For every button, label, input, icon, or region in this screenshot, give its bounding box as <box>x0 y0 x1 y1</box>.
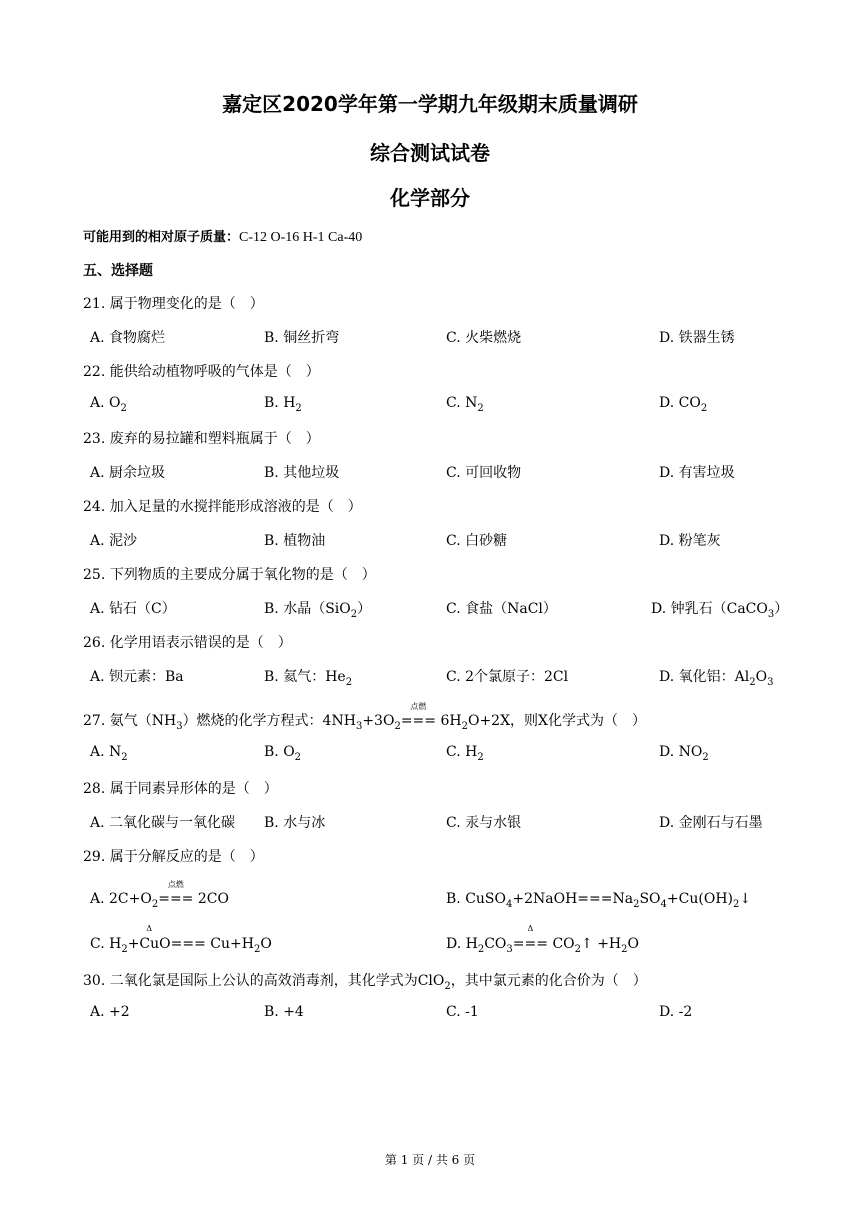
question-22: 22. 能供给动植物呼吸的气体是（ ） <box>83 364 320 380</box>
q25-option-b: B. 水晶（SiO$_2$） <box>264 601 372 620</box>
q30-option-b: B. +4 <box>264 1004 304 1020</box>
q27-option-b: B. $O_2$ <box>264 744 302 763</box>
q24-option-a: A. 泥沙 <box>90 533 138 549</box>
q27-option-a: A. $N_2$ <box>90 744 128 763</box>
q30-option-d: D. -2 <box>659 1004 693 1020</box>
exam-subtitle: 综合测试试卷 <box>370 141 490 165</box>
q29-option-a: A. $2C+O_2$ 点燃 === 2CO <box>90 880 229 910</box>
q29-option-c: C. $H_2$ Δ $+CuO=== Cu+H_2O$ <box>90 924 272 955</box>
page-footer: 第 1 页 / 共 6 页 <box>384 1153 476 1167</box>
q24-option-b: B. 植物油 <box>264 533 326 549</box>
q25-option-c: C. 食盐（NaCl） <box>446 601 557 617</box>
q21-option-c: C. 火柴燃烧 <box>446 330 522 346</box>
q23-option-a: A. 厨余垃圾 <box>90 465 166 481</box>
q30-option-c: C. -1 <box>446 1004 479 1020</box>
q28-option-a: A. 二氧化碳与一氧化碳 <box>90 815 236 831</box>
q21-option-d: D. 铁器生锈 <box>659 330 735 346</box>
q23-option-c: C. 可回收物 <box>446 465 522 481</box>
q21-option-b: B. 铜丝折弯 <box>264 330 340 346</box>
question-30: 30. 二氧化氯是国际上公认的高效消毒剂，其化学式为ClO$_2$，其中氯元素的化合价为（ ） <box>83 973 647 992</box>
q27-option-d: D. $NO_2$ <box>659 744 709 763</box>
q22-option-d: D. $CO_2$ <box>659 395 708 414</box>
atomic-mass-note: 可能用到的相对原子质量：C-12 O-16 H-1 Ca-40 <box>83 230 363 245</box>
q28-option-b: B. 水与冰 <box>264 815 326 831</box>
question-27: 27. 氨气$(NH_3)$燃烧的化学方程式：$4NH_3+3O_2$ 点燃 === $6H_2O+2X$，则X化学式为（ ） <box>83 702 647 732</box>
question-25: 25. 下列物质的主要成分属于氧化物的是（ ） <box>83 567 376 583</box>
question-23: 23. 废弃的易拉罐和塑料瓶属于（ ） <box>83 431 320 447</box>
question-26: 26. 化学用语表示错误的是（ ） <box>83 635 292 651</box>
question-24: 24. 加入足量的水搅拌能形成溶液的是（ ） <box>83 499 362 515</box>
question-28: 28. 属于同素异形体的是（ ） <box>83 781 278 797</box>
q24-option-d: D. 粉笔灰 <box>659 533 721 549</box>
question-29: 29. 属于分解反应的是（ ） <box>83 849 264 865</box>
q28-option-d: D. 金刚石与石墨 <box>659 815 763 831</box>
q26-option-d: D. 氧化铝：$Al_2O_3$ <box>659 669 774 688</box>
q29-option-b: B. $CuSO_4+2NaOH===Na_2SO_4+Cu(OH)_2↓$ <box>446 891 752 910</box>
q22-option-b: B. $H_2$ <box>264 395 302 414</box>
q23-option-b: B. 其他垃圾 <box>264 465 340 481</box>
q25-option-d: D. 钟乳石（CaCO$_3$） <box>651 601 789 620</box>
q30-option-a: A. +2 <box>90 1004 130 1020</box>
q28-option-c: C. 汞与水银 <box>446 815 522 831</box>
section-title: 五、选择题 <box>83 263 153 279</box>
subject-title: 化学部分 <box>390 186 470 210</box>
q22-option-c: C. $N_2$ <box>446 395 484 414</box>
q21-option-a: A. 食物腐烂 <box>90 330 166 346</box>
q29-option-d: D. $H_2CO_3$ Δ === $CO_2↑ +H_2O$ <box>446 924 639 955</box>
q26-option-b: B. 氦气：$He_2$ <box>264 669 353 688</box>
q23-option-d: D. 有害垃圾 <box>659 465 735 481</box>
exam-title: 嘉定区2020学年第一学期九年级期末质量调研 <box>222 92 638 116</box>
question-21: 21. 属于物理变化的是（ ） <box>83 296 264 312</box>
q26-option-a: A. 钡元素：Ba <box>90 669 184 685</box>
q26-option-c: C. 2个氯原子：2Cl <box>446 669 569 685</box>
q25-option-a: A. 钻石（C） <box>90 601 176 617</box>
q22-option-a: A. $O_2$ <box>90 395 127 414</box>
q27-option-c: C. $H_2$ <box>446 744 484 763</box>
q24-option-c: C. 白砂糖 <box>446 533 508 549</box>
